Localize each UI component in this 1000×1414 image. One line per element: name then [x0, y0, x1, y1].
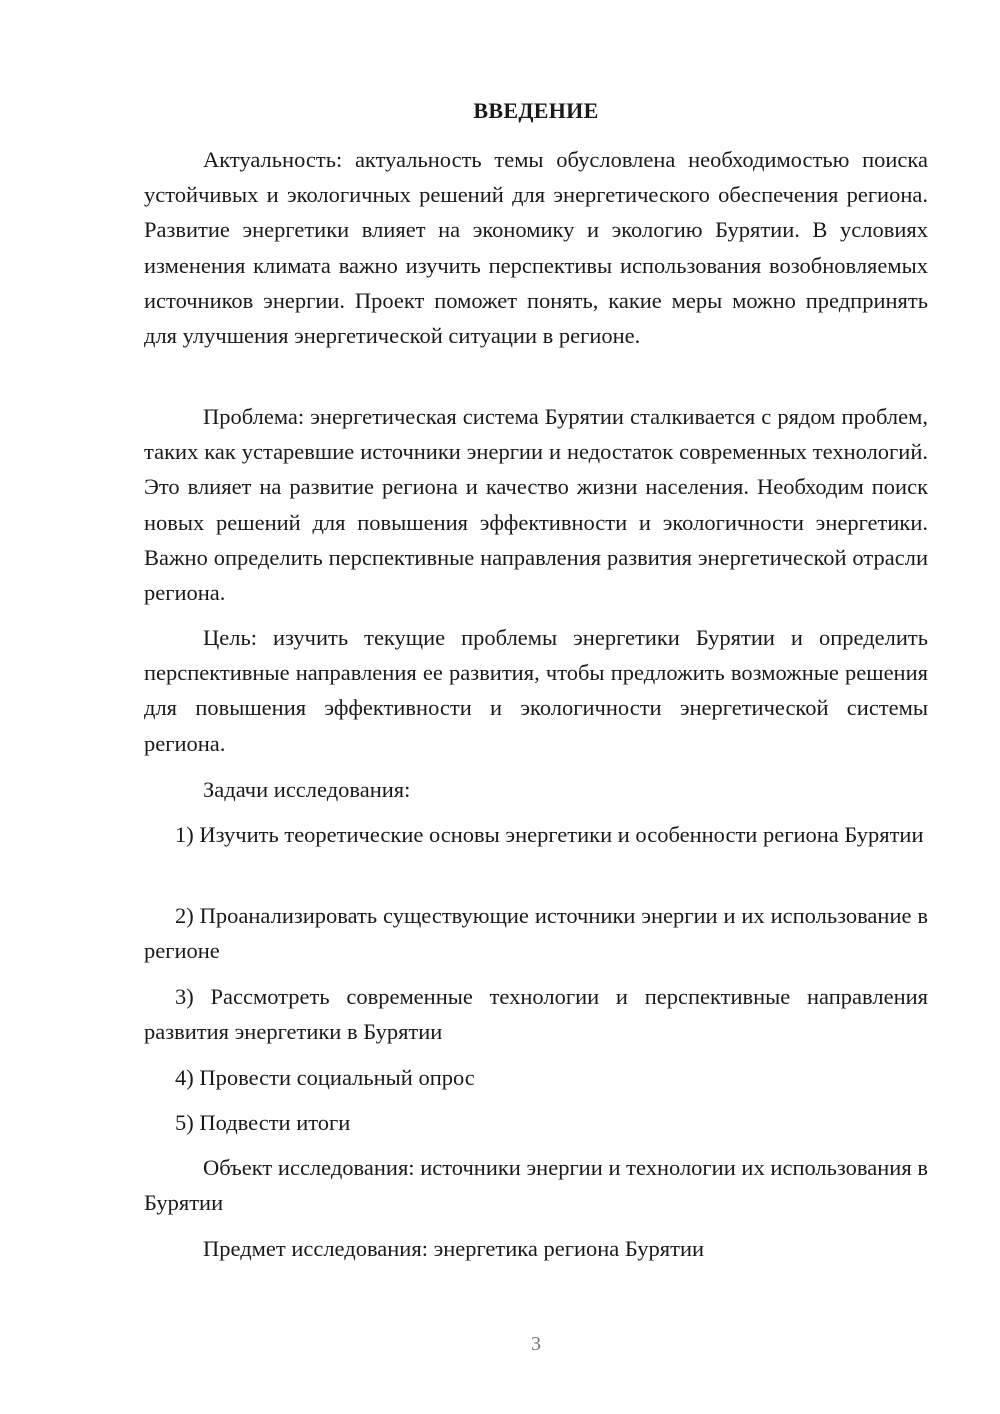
- goal-paragraph: Цель: изучить текущие проблемы энергетики Бурятии и определить перспективные направления ее развития, чтобы предложить возможные решения для повышения эффективности и экологичности энергетической системы региона.: [144, 625, 928, 756]
- relevance-paragraph: Актуальность: актуальность темы обусловлена необходимостью поиска устойчивых и экологичных решений для энергетического обеспечения региона. Развитие энергетики влияет на экономику и экологию Бурятии. В условиях изменения климата важно изучить перспективы использования возобновляемых источников энергии. Проект поможет понять, какие меры можно предпринять для улучшения энергетической ситуации в регионе.: [144, 147, 928, 349]
- problem-paragraph: Проблема: энергетическая система Бурятии сталкивается с рядом проблем, таких как устаревшие источники энергии и недостаток современных технологий. Это влияет на развитие региона и качество жизни населения. Необходим поиск новых решений для повышения эффективности и экологичности энергетики. Важно определить перспективные направления развития энергетической отрасли региона.: [144, 404, 928, 606]
- task-item-4: 4) Провести социальный опрос: [175, 1065, 475, 1090]
- page-number: 3: [531, 1333, 541, 1355]
- object-paragraph: Объект исследования: источники энергии и технологии их использования в Бурятии: [144, 1155, 928, 1216]
- task-item-1: 1) Изучить теоретические основы энергетики и особенности региона Бурятии: [175, 822, 924, 847]
- task-item-5: 5) Подвести итоги: [175, 1110, 351, 1135]
- tasks-heading: Задачи исследования:: [203, 777, 411, 802]
- subject-paragraph: Предмет исследования: энергетика региона Бурятии: [203, 1236, 705, 1261]
- task-item-3: 3) Рассмотреть современные технологии и перспективные направления развития энергетики в Бурятии: [144, 984, 928, 1045]
- task-item-2: 2) Проанализировать существующие источники энергии и их использование в регионе: [144, 903, 928, 964]
- page-title: ВВЕДЕНИЕ: [473, 98, 599, 123]
